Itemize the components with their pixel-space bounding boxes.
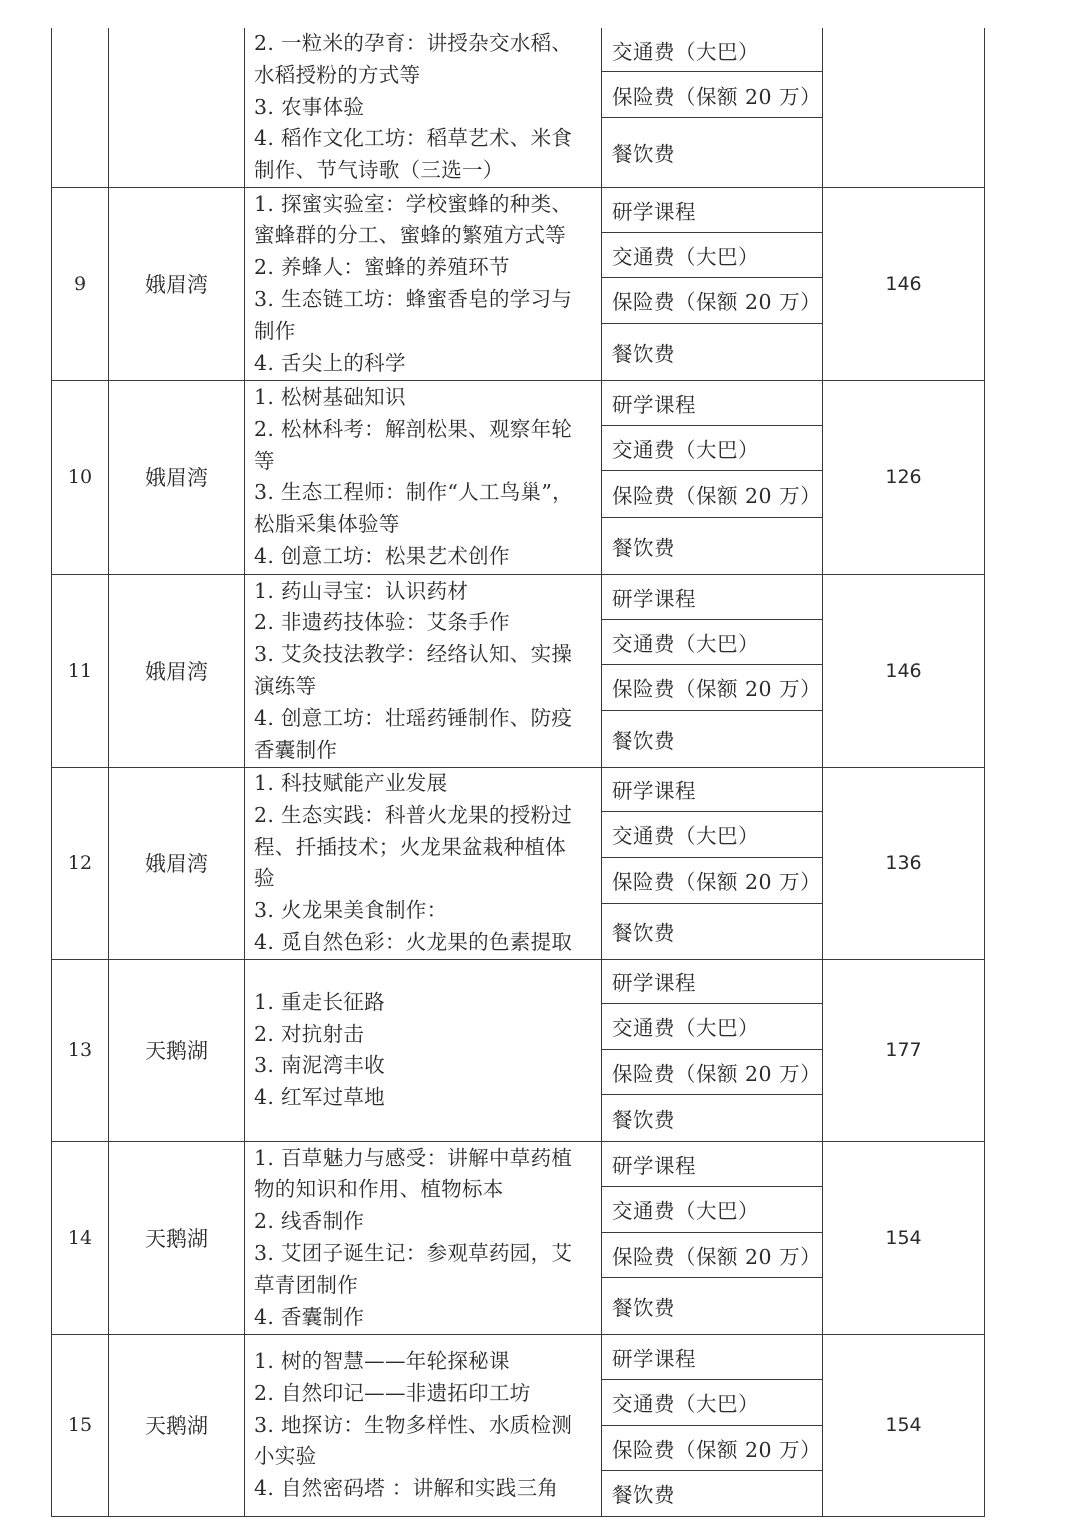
- table-row: [52, 28, 985, 187]
- course-content-line: 2. 一粒米的孕育：讲授杂交水稻、: [254, 31, 573, 55]
- course-content-line: 4. 稻作文化工坊：稻草艺术、米食: [254, 126, 573, 151]
- course-content-line: 4. 觅自然色彩：火龙果的色素提取: [254, 930, 573, 955]
- fee-item: 餐饮费: [612, 921, 675, 946]
- fee-item: 餐饮费: [612, 142, 675, 167]
- fee-items-list: [602, 575, 822, 767]
- course-content-line: 香囊制作: [254, 737, 338, 762]
- location-cell: 娥眉湾: [109, 187, 245, 380]
- price-cell: 154: [823, 1141, 985, 1334]
- course-content-line: 4. 自然密码塔 ：讲解和实践三角: [254, 1476, 559, 1501]
- row-index: 14: [52, 1141, 109, 1334]
- course-content-line: 1. 科技赋能产业发展: [254, 771, 448, 796]
- course-content-line: 程、扦插技术；火龙果盆栽种植体: [254, 834, 566, 859]
- fee-items-list: [602, 768, 822, 959]
- location-cell: 娥眉湾: [109, 767, 245, 959]
- fee-items-list: [602, 188, 822, 380]
- course-content-line: 水稻授粉的方式等: [254, 62, 421, 87]
- course-content-line: 演练等: [254, 673, 317, 698]
- course-content-line: 3. 地探访：生物多样性、水质检测: [254, 1412, 573, 1437]
- fee-item: 保险费（保额 20 万）: [602, 471, 822, 518]
- row-index: 13: [52, 959, 109, 1141]
- course-content-line: 1. 百草魅力与感受：讲解中草药植: [254, 1145, 573, 1170]
- fee-items-cell: [602, 767, 823, 959]
- row-index: 15: [52, 1334, 109, 1516]
- course-content-line: 2. 养蜂人：蜜蜂的养殖环节: [254, 255, 510, 280]
- course-content-line: 3. 火龙果美食制作：: [254, 898, 448, 923]
- course-content-line: 3. 生态链工坊：蜂蜜香皂的学习与: [254, 286, 573, 311]
- fee-item: 保险费（保额 20 万）: [602, 1233, 822, 1278]
- location-cell: 娥眉湾: [109, 380, 245, 574]
- fee-items-cell: [602, 1334, 823, 1516]
- course-content-line: 1. 重走长征路: [254, 989, 385, 1014]
- course-content-cell: [245, 1141, 602, 1334]
- fee-items-cell: [602, 380, 823, 574]
- price-cell: 136: [823, 767, 985, 959]
- table-row: [52, 959, 985, 1141]
- fee-item: 餐饮费: [612, 728, 675, 753]
- price-cell: 146: [823, 187, 985, 380]
- fee-item: 研学课程: [602, 960, 822, 1004]
- course-content-line: 4. 舌尖上的科学: [254, 350, 406, 375]
- row-index: 12: [52, 767, 109, 959]
- location-cell: [109, 28, 245, 187]
- course-content-line: 小实验: [254, 1444, 317, 1469]
- fee-item: 研学课程: [602, 188, 822, 233]
- price-cell: 146: [823, 574, 985, 767]
- fee-item: 餐饮费: [612, 1483, 675, 1508]
- course-content-line: 制作: [254, 318, 296, 343]
- fee-item: 研学课程: [602, 1142, 822, 1187]
- price-cell: 154: [823, 1334, 985, 1516]
- course-content-line: 3. 生态工程师：制作“人工鸟巢”，: [254, 480, 573, 505]
- course-content-line: 1. 探蜜实验室：学校蜜蜂的种类、: [254, 191, 573, 216]
- fee-items-cell: [602, 28, 823, 187]
- fee-items-cell: [602, 574, 823, 767]
- course-content-line: 4. 创意工坊：壮瑶药锤制作、防疫: [254, 705, 573, 730]
- course-content-cell: [245, 28, 602, 187]
- location-cell: 娥眉湾: [109, 574, 245, 767]
- fee-item: 保险费（保额 20 万）: [602, 665, 822, 711]
- course-content-line: 4. 创意工坊：松果艺术创作: [254, 544, 510, 569]
- course-content-line: 验: [254, 866, 275, 891]
- course-content-line: 1. 松树基础知识: [254, 385, 406, 410]
- course-content-cell: [245, 187, 602, 380]
- fee-item: 交通费（大巴）: [602, 28, 822, 72]
- fee-schedule-table: [51, 28, 985, 1517]
- fee-item: 交通费（大巴）: [602, 1187, 822, 1233]
- table-row: [52, 380, 985, 574]
- fee-item: 交通费（大巴）: [602, 812, 822, 858]
- course-content-line: 3. 南泥湾丰收: [254, 1053, 385, 1078]
- row-index: [52, 28, 109, 187]
- table-row: [52, 1141, 985, 1334]
- fee-item: 交通费（大巴）: [602, 1380, 822, 1426]
- course-content-line: 2. 自然印记——非遗拓印工坊: [254, 1380, 531, 1405]
- location-cell: 天鹅湖: [109, 1334, 245, 1516]
- table-row: [52, 187, 985, 380]
- fee-item: 保险费（保额 20 万）: [602, 72, 822, 118]
- fee-item: 餐饮费: [612, 1107, 675, 1132]
- course-content-line: 4. 红军过草地: [254, 1085, 385, 1110]
- fee-item: 交通费（大巴）: [602, 620, 822, 665]
- course-content-line: 制作、节气诗歌（三选一）: [254, 158, 504, 183]
- fee-item: 保险费（保额 20 万）: [602, 278, 822, 324]
- course-content-line: 1. 药山寻宝：认识药材: [254, 578, 469, 603]
- fee-items-cell: [602, 959, 823, 1141]
- fee-items-list: [602, 1142, 822, 1334]
- course-content-cell: [245, 380, 602, 574]
- course-content-line: 等: [254, 448, 275, 473]
- fee-items-cell: [602, 187, 823, 380]
- course-content-line: 2. 非遗药技体验：艾条手作: [254, 610, 510, 635]
- fee-item: 交通费（大巴）: [602, 426, 822, 471]
- fee-item: 研学课程: [602, 768, 822, 812]
- course-content-cell: [245, 574, 602, 767]
- course-content-line: 蜜蜂群的分工、蜜蜂的繁殖方式等: [254, 223, 566, 248]
- course-content-line: 1. 树的智慧——年轮探秘课: [254, 1348, 510, 1373]
- price-cell: 126: [823, 380, 985, 574]
- row-index: 9: [52, 187, 109, 380]
- row-index: 11: [52, 574, 109, 767]
- course-content-line: 松脂采集体验等: [254, 512, 400, 537]
- fee-item: 交通费（大巴）: [602, 1004, 822, 1050]
- price-cell: [823, 28, 985, 187]
- course-content-cell: [245, 1334, 602, 1516]
- course-content-line: 2. 松林科考：解剖松果、观察年轮: [254, 416, 573, 441]
- course-content-line: 3. 农事体验: [254, 94, 365, 119]
- fee-items-list: [602, 381, 822, 574]
- fee-item: 交通费（大巴）: [602, 233, 822, 278]
- fee-items-list: [602, 28, 822, 186]
- fee-items-cell: [602, 1141, 823, 1334]
- table-row: [52, 1334, 985, 1516]
- fee-items-list: [602, 960, 822, 1141]
- fee-items-list: [602, 1335, 822, 1516]
- fee-item: 餐饮费: [612, 535, 675, 560]
- row-index: 10: [52, 380, 109, 574]
- table-row: [52, 767, 985, 959]
- fee-item: 研学课程: [602, 381, 822, 426]
- course-content-line: 物的知识和作用、植物标本: [254, 1177, 504, 1202]
- table-row: [52, 574, 985, 767]
- course-content-line: 2. 对抗射击: [254, 1021, 365, 1046]
- fee-item: 研学课程: [602, 575, 822, 620]
- course-content-line: 3. 艾灸技法教学：经络认知、实操: [254, 642, 573, 667]
- location-cell: 天鹅湖: [109, 1141, 245, 1334]
- fee-item: 保险费（保额 20 万）: [602, 1426, 822, 1471]
- fee-item: 餐饮费: [612, 341, 675, 366]
- course-content-cell: [245, 767, 602, 959]
- course-content-line: 2. 线香制作: [254, 1209, 365, 1234]
- course-content-line: 2. 生态实践：科普火龙果的授粉过: [254, 802, 573, 827]
- fee-item: 保险费（保额 20 万）: [602, 858, 822, 904]
- course-content-line: 草青团制作: [254, 1272, 358, 1297]
- fee-item: 保险费（保额 20 万）: [602, 1050, 822, 1095]
- price-cell: 177: [823, 959, 985, 1141]
- location-cell: 天鹅湖: [109, 959, 245, 1141]
- course-content-line: 4. 香囊制作: [254, 1304, 365, 1329]
- fee-item: 研学课程: [602, 1335, 822, 1380]
- table-body: [52, 28, 985, 1516]
- course-content-cell: [245, 959, 602, 1141]
- fee-item: 餐饮费: [612, 1295, 675, 1320]
- course-content-line: 3. 艾团子诞生记：参观草药园，艾: [254, 1240, 573, 1265]
